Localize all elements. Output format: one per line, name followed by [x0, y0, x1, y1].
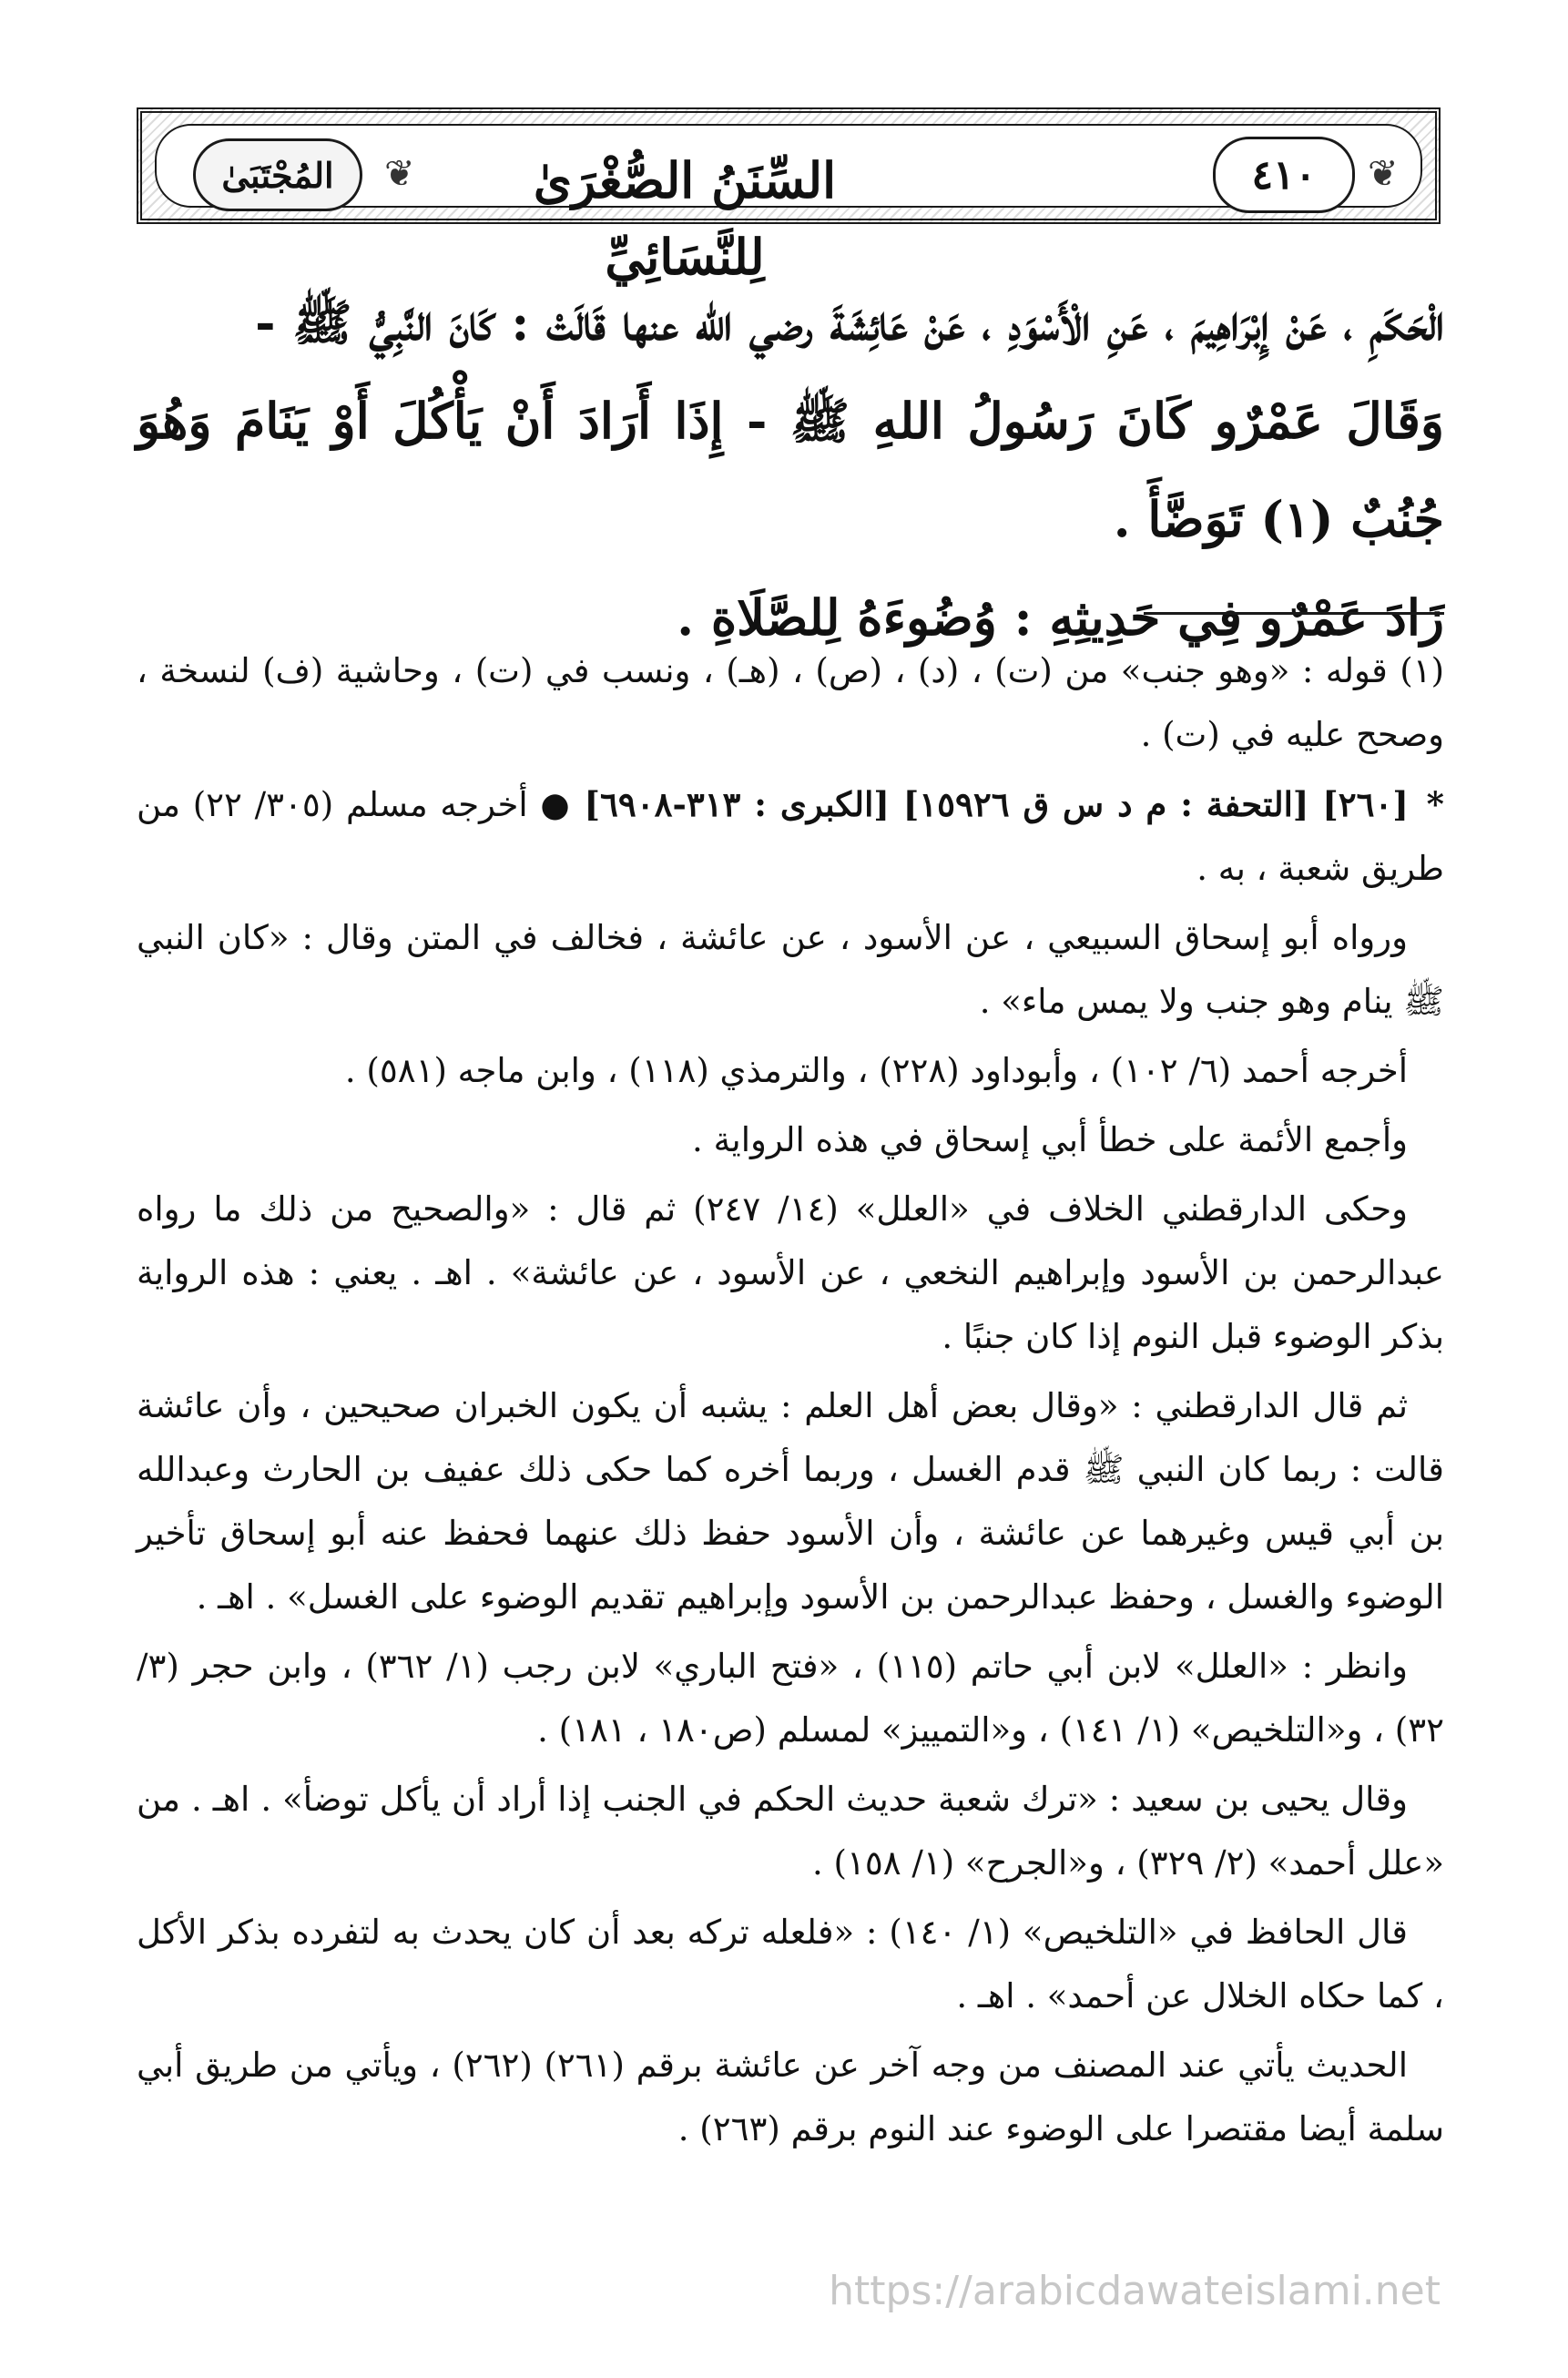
footnote-divider [1144, 612, 1444, 615]
book-title: السِّنَنُ الصُّغْرَىٰ لِلنَّسَائِيِّ [533, 151, 837, 286]
commentary-paragraph: وأجمع الأئمة على خطأ أبي إسحاق في هذه الرواية . [692, 1120, 1408, 1159]
commentary-paragraph: ثم قال الدارقطني : «وقال بعض أهل العلم : يشبه أن يكون الخبران صحيحين ، وأن عائشة قالت : ربما كان النبي ﷺ قدم الغسل ، وربما أخره كما حكى ذلك عفيف بن الحارث وعبدالله بن أبي قيس وغيرهما عن عائشة ، وأن الأسود حفظ ذلك عنهما فحفظ عنه أبو إسحاق تأخير الوضوء والغسل ، وحفظ عبدالرحمن بن الأسود وإبراهيم تقديم الوضوء على الغسل» . اهـ . [137, 1386, 1444, 1617]
hadith-line: وَقَالَ عَمْرٌو كَانَ رَسُولُ اللهِ ﷺ - إِذَا أَرَادَ أَنْ يَأْكُلَ أَوْ يَنَامَ وَهُوَ جُنُبٌ (١) تَوَضَّأَ . [137, 392, 1444, 548]
page-header [137, 107, 1441, 286]
hadith-line: زَادَ عَمْرٌو فِي حَدِيثِهِ : وُضُوءَهُ لِلصَّلَاةِ . [677, 588, 1444, 647]
ornament-icon: ❦ [384, 153, 415, 195]
header-inner-frame [155, 124, 1422, 286]
commentary-paragraph: الحديث يأتي عند المصنف من وجه آخر عن عائشة برقم (٢٦١) (٢٦٢) ، ويأتي من طريق أبي سلمة أيضا مقتصرا على الوضوء عند النوم برقم (٢٦٣) . [137, 2046, 1444, 2148]
hadith-text [137, 273, 1444, 667]
book-title-container [430, 135, 940, 286]
commentary-paragraph: ورواه أبو إسحاق السبيعي ، عن الأسود ، عن عائشة ، فخالف في المتن وقال : «كان النبي ﷺ ينام وهو جنب ولا يمس ماء» . [137, 918, 1444, 1021]
ornament-icon: ❦ [1368, 153, 1399, 195]
commentary-paragraph: وقال يحيى بن سعيد : «ترك شعبة حديث الحكم في الجنب إذا أراد أن يأكل توضأ» . اهـ . من «علل أحمد» (٢/ ٣٢٩) ، و«الجرح» (١/ ١٥٨) . [137, 1780, 1444, 1883]
takhrij-reference [137, 772, 1444, 901]
reference-text: ● أخرجه مسلم (٣٠٥/ ٢٢) من طريق شعبة ، به . [137, 785, 1444, 888]
watermark-url: https://arabicdawateislami.net [829, 2268, 1441, 2314]
reference-codes: [٢٦٠] [التحفة : م د س ق ١٥٩٢٦] [الكبرى : ٣١٣-٦٩٠٨] [584, 784, 1409, 824]
commentary-paragraph: قال الحافظ في «التلخيص» (١/ ١٤٠) : «فلعله تركه بعد أن كان يحدث به لتفرده بذكر الأكل ، كما حكاه الخلال عن أحمد» . اهـ . [137, 1913, 1444, 2016]
footnotes-section [137, 639, 1444, 2167]
footnote-1: (١) قوله : «وهو جنب» من (ت) ، (د) ، (ص) ، (هـ) ، ونسب في (ت) ، وحاشية (ف) لنسخة ، وصحح عليه في (ت) . [137, 651, 1444, 754]
page-number: ٤١٠ [1213, 137, 1355, 213]
asterisk-marker: * [1426, 784, 1444, 824]
book-badge: المُجْتَبَىٰ [193, 138, 362, 211]
commentary-paragraph: وانظر : «العلل» لابن أبي حاتم (١١٥) ، «فتح الباري» لابن رجب (١/ ٣٦٢) ، وابن حجر (٣/ ٣٢) ، و«التلخيص» (١/ ١٤١) ، و«التمييز» لمسلم (ص١٨٠ ، ١٨١) . [137, 1647, 1444, 1750]
commentary-paragraph: وحكى الدارقطني الخلاف في «العلل» (١٤/ ٢٤٧) ثم قال : «والصحيح من ذلك ما رواه عبدالرحمن بن الأسود وإبراهيم النخعي ، عن الأسود ، عن عائشة» . اهـ . يعني : هذه الرواية بذكر الوضوء قبل النوم إذا كان جنبًا . [137, 1189, 1445, 1356]
hadith-line: الْحَكَمِ ، عَنْ إِبْرَاهِيمَ ، عَنِ الْأَسْوَدِ ، عَنْ عَائِشَةَ رضي الله عنها قَالَتْ : كَانَ النَّبِيُّ ﷺ - [255, 293, 1444, 352]
commentary-paragraph: أخرجه أحمد (٦/ ١٠٢) ، وأبوداود (٢٢٨) ، والترمذي (١١٨) ، وابن ماجه (٥٨١) . [344, 1051, 1408, 1090]
